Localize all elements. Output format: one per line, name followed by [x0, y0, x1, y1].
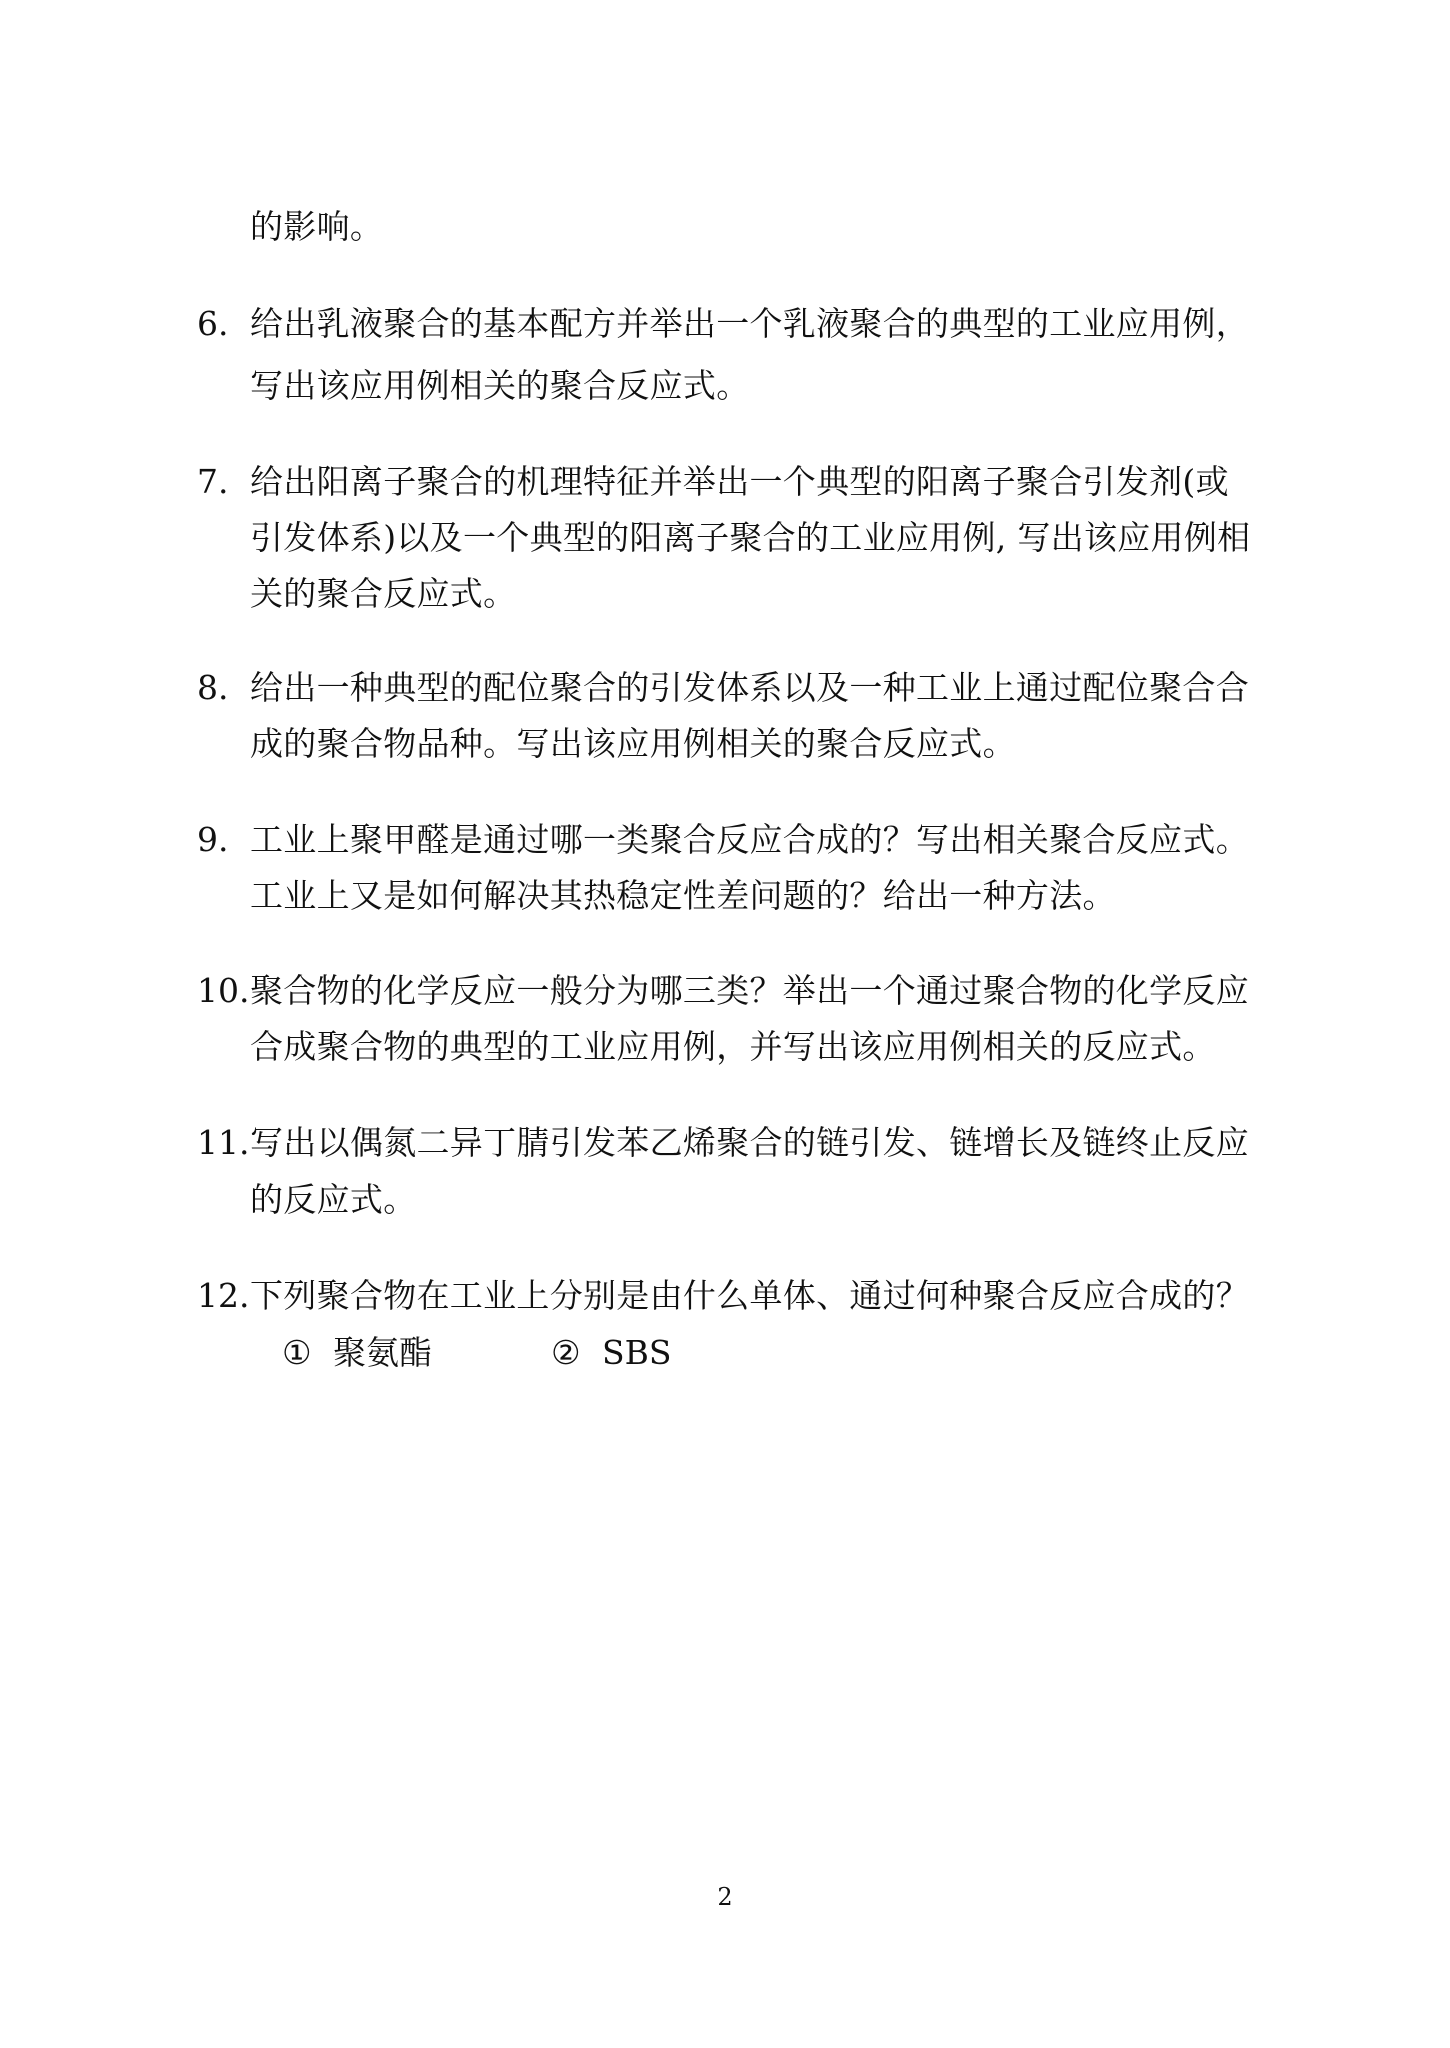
question-11-line-1: 写出以偶氮二异丁腈引发苯乙烯聚合的链引发、链增长及链终止反应 — [250, 1123, 1249, 1162]
question-6-line-2: 写出该应用例相关的聚合反应式。 — [250, 366, 750, 405]
question-8-line-1: 给出一种典型的配位聚合的引发体系以及一种工业上通过配位聚合合 — [250, 668, 1249, 707]
option-1-text: 聚氨酯 — [333, 1333, 432, 1372]
question-11-line-2: 的反应式。 — [250, 1180, 417, 1219]
option-1-mark: ① — [282, 1333, 312, 1372]
question-number-7: 7. — [197, 462, 229, 501]
question-9-line-2: 工业上又是如何解决其热稳定性差问题的？给出一种方法。 — [250, 876, 1116, 915]
option-2-text: SBS — [602, 1333, 672, 1372]
question-number-8: 8. — [197, 668, 229, 707]
question-number-6: 6. — [197, 304, 229, 343]
question-10-line-1: 聚合物的化学反应一般分为哪三类？举出一个通过聚合物的化学反应 — [250, 971, 1249, 1010]
question-number-11: 11. — [197, 1123, 250, 1162]
question-8-line-2: 成的聚合物品种。写出该应用例相关的聚合反应式。 — [250, 724, 1016, 763]
question-12-line-1: 下列聚合物在工业上分别是由什么单体、通过何种聚合反应合成的？ — [250, 1276, 1249, 1315]
question-10-line-2: 合成聚合物的典型的工业应用例，并写出该应用例相关的反应式。 — [250, 1027, 1216, 1066]
question-7-line-3: 关的聚合反应式。 — [250, 574, 517, 613]
option-2-mark: ② — [551, 1333, 581, 1372]
question-9-line-1: 工业上聚甲醛是通过哪一类聚合反应合成的？写出相关聚合反应式。 — [250, 820, 1249, 859]
question-number-9: 9. — [197, 820, 229, 859]
question-6-line-1: 给出乳液聚合的基本配方并举出一个乳液聚合的典型的工业应用例， — [250, 304, 1249, 343]
question-number-10: 10. — [197, 971, 250, 1010]
question-7-line-2: 引发体系)以及一个典型的阳离子聚合的工业应用例, 写出该应用例相 — [250, 518, 1251, 557]
continuation-line: 的影响。 — [250, 207, 384, 246]
page-number: 2 — [717, 1883, 733, 1911]
question-number-12: 12. — [197, 1276, 250, 1315]
question-7-line-1: 给出阳离子聚合的机理特征并举出一个典型的阳离子聚合引发剂(或 — [250, 462, 1229, 501]
